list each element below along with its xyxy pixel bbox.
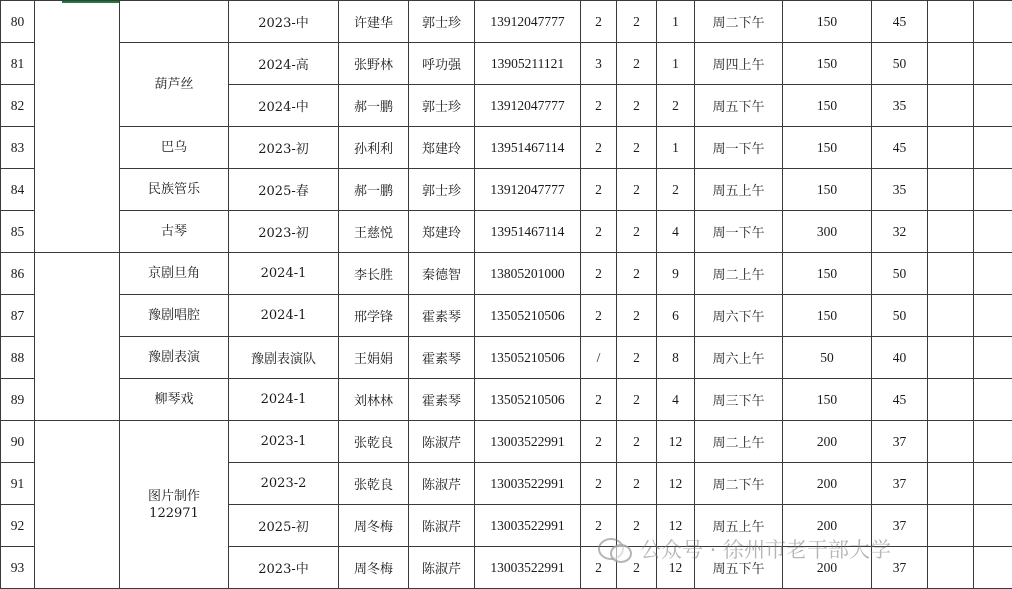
empty-cell[interactable] [974,1,1012,43]
department-cell[interactable] [35,253,120,421]
room-cell[interactable]: 12 [657,421,695,463]
empty-cell[interactable] [974,547,1012,589]
sessions-cell[interactable]: 2 [581,463,617,505]
class-cell[interactable]: 2025-春 [229,169,339,211]
wechat-icon [598,536,632,562]
teacher-cell[interactable]: 李长胜 [339,253,409,295]
fee-cell[interactable]: 150 [783,85,872,127]
teacher-cell[interactable]: 张乾良 [339,421,409,463]
contact-cell[interactable]: 霍素琴 [409,379,475,421]
time-cell[interactable]: 周一下午 [695,211,783,253]
empty-cell[interactable] [928,505,974,547]
class-cell[interactable]: 2024-高 [229,43,339,85]
contact-cell[interactable]: 呼功强 [409,43,475,85]
room-cell[interactable]: 1 [657,1,695,43]
fee-cell[interactable]: 150 [783,295,872,337]
row-number-cell[interactable]: 93 [1,547,35,589]
sessions-cell[interactable]: 2 [581,295,617,337]
contact-cell[interactable]: 秦德智 [409,253,475,295]
phone-cell[interactable]: 13003522991 [475,463,581,505]
row-number-cell[interactable]: 83 [1,127,35,169]
empty-cell[interactable] [928,421,974,463]
enrollment-cell[interactable]: 37 [872,547,928,589]
empty-cell[interactable] [928,1,974,43]
fee-cell[interactable]: 150 [783,43,872,85]
fee-cell[interactable]: 200 [783,547,872,589]
sessions-cell[interactable]: / [581,337,617,379]
empty-cell[interactable] [974,253,1012,295]
time-cell[interactable]: 周五上午 [695,505,783,547]
fee-cell[interactable]: 50 [783,337,872,379]
hours-cell[interactable]: 2 [617,295,657,337]
phone-cell[interactable]: 13912047777 [475,1,581,43]
empty-cell[interactable] [974,43,1012,85]
table-row [1,379,1012,421]
teacher-cell[interactable]: 周冬梅 [339,547,409,589]
class-cell[interactable]: 2025-初 [229,505,339,547]
room-cell[interactable]: 2 [657,169,695,211]
hours-cell[interactable]: 2 [617,253,657,295]
time-cell[interactable]: 周二下午 [695,1,783,43]
contact-cell[interactable]: 霍素琴 [409,337,475,379]
time-cell[interactable]: 周二下午 [695,463,783,505]
sessions-cell[interactable]: 2 [581,169,617,211]
row-number-cell[interactable]: 91 [1,463,35,505]
empty-cell[interactable] [928,211,974,253]
phone-cell[interactable]: 13912047777 [475,169,581,211]
hours-cell[interactable]: 2 [617,379,657,421]
empty-cell[interactable] [974,127,1012,169]
phone-cell[interactable]: 13505210506 [475,337,581,379]
room-cell[interactable]: 4 [657,379,695,421]
room-cell[interactable]: 1 [657,127,695,169]
hours-cell[interactable]: 2 [617,1,657,43]
enrollment-cell[interactable]: 45 [872,127,928,169]
class-cell[interactable]: 2024-1 [229,295,339,337]
enrollment-cell[interactable]: 37 [872,463,928,505]
table-row [1,337,1012,379]
table-row [1,295,1012,337]
hours-cell[interactable]: 2 [617,211,657,253]
row-number-cell[interactable]: 90 [1,421,35,463]
teacher-cell[interactable]: 郝一鹏 [339,85,409,127]
empty-cell[interactable] [974,169,1012,211]
hours-cell[interactable]: 2 [617,85,657,127]
empty-cell[interactable] [928,337,974,379]
course-cell[interactable]: 葫芦丝 [120,43,229,127]
enrollment-cell[interactable]: 45 [872,1,928,43]
empty-cell[interactable] [928,169,974,211]
enrollment-cell[interactable]: 37 [872,505,928,547]
sessions-cell[interactable]: 2 [581,547,617,589]
fee-cell[interactable]: 150 [783,379,872,421]
hours-cell[interactable]: 2 [617,547,657,589]
sessions-cell[interactable]: 2 [581,127,617,169]
hours-cell[interactable]: 2 [617,463,657,505]
empty-cell[interactable] [974,463,1012,505]
class-cell[interactable]: 2023-初 [229,127,339,169]
table-row [1,43,1012,85]
fee-cell[interactable]: 150 [783,169,872,211]
sessions-cell[interactable]: 2 [581,211,617,253]
course-cell[interactable]: 巴乌 [120,127,229,169]
contact-cell[interactable]: 陈淑芹 [409,547,475,589]
teacher-cell[interactable]: 张野林 [339,43,409,85]
hours-cell[interactable]: 2 [617,127,657,169]
row-number-cell[interactable]: 80 [1,1,35,43]
sessions-cell[interactable]: 2 [581,421,617,463]
phone-cell[interactable]: 13905211121 [475,43,581,85]
enrollment-cell[interactable]: 50 [872,253,928,295]
fee-cell[interactable]: 200 [783,505,872,547]
contact-cell[interactable]: 陈淑芹 [409,421,475,463]
course-cell[interactable]: 图片制作 122971 [120,421,229,589]
row-number-cell[interactable]: 82 [1,85,35,127]
room-cell[interactable]: 1 [657,43,695,85]
room-cell[interactable]: 6 [657,295,695,337]
hours-cell[interactable]: 2 [617,169,657,211]
room-cell[interactable]: 9 [657,253,695,295]
phone-cell[interactable]: 13912047777 [475,85,581,127]
fee-cell[interactable]: 200 [783,421,872,463]
class-cell[interactable]: 豫剧表演队 [229,337,339,379]
class-cell[interactable]: 2023-2 [229,463,339,505]
table-row [1,1,1012,43]
department-cell[interactable] [35,421,120,589]
course-cell[interactable]: 京剧旦角 [120,253,229,295]
class-cell[interactable]: 2024-中 [229,85,339,127]
empty-cell[interactable] [974,211,1012,253]
hours-cell[interactable]: 2 [617,43,657,85]
teacher-cell[interactable]: 孙利利 [339,127,409,169]
row-number-cell[interactable]: 86 [1,253,35,295]
room-cell[interactable]: 8 [657,337,695,379]
sessions-cell[interactable]: 3 [581,43,617,85]
table-row [1,169,1012,211]
contact-cell[interactable]: 陈淑芹 [409,463,475,505]
hours-cell[interactable]: 2 [617,421,657,463]
sessions-cell[interactable]: 2 [581,1,617,43]
course-cell[interactable]: 豫剧唱腔 [120,295,229,337]
hours-cell[interactable]: 2 [617,337,657,379]
phone-cell[interactable]: 13003522991 [475,505,581,547]
time-cell[interactable]: 周五上午 [695,169,783,211]
phone-cell[interactable]: 13505210506 [475,379,581,421]
room-cell[interactable]: 12 [657,463,695,505]
class-cell[interactable]: 2023-中 [229,1,339,43]
empty-cell[interactable] [974,379,1012,421]
table-row [1,421,1012,463]
teacher-cell[interactable]: 郝一鹏 [339,169,409,211]
row-number-cell[interactable]: 89 [1,379,35,421]
time-cell[interactable]: 周五下午 [695,85,783,127]
department-cell[interactable] [35,1,120,253]
time-cell[interactable]: 周五下午 [695,547,783,589]
empty-cell[interactable] [928,463,974,505]
empty-cell[interactable] [974,421,1012,463]
course-cell[interactable]: 古琴 [120,211,229,253]
empty-cell[interactable] [928,295,974,337]
enrollment-cell[interactable]: 32 [872,211,928,253]
table-body [1,1,1012,589]
sessions-cell[interactable]: 2 [581,505,617,547]
row-number-cell[interactable]: 84 [1,169,35,211]
contact-cell[interactable]: 郭士珍 [409,85,475,127]
empty-cell[interactable] [974,505,1012,547]
row-number-cell[interactable]: 92 [1,505,35,547]
course-cell[interactable]: 豫剧表演 [120,337,229,379]
empty-cell[interactable] [928,547,974,589]
table-row [1,211,1012,253]
teacher-cell[interactable]: 王娟娟 [339,337,409,379]
class-cell[interactable]: 2023-中 [229,547,339,589]
hours-cell[interactable]: 2 [617,505,657,547]
class-cell[interactable]: 2023-初 [229,211,339,253]
enrollment-cell[interactable]: 40 [872,337,928,379]
time-cell[interactable]: 周二上午 [695,421,783,463]
enrollment-cell[interactable]: 50 [872,295,928,337]
empty-cell[interactable] [928,85,974,127]
row-number-cell[interactable]: 88 [1,337,35,379]
fee-cell[interactable]: 150 [783,253,872,295]
row-number-cell[interactable]: 81 [1,43,35,85]
empty-cell[interactable] [928,127,974,169]
time-cell[interactable]: 周六下午 [695,295,783,337]
sessions-cell[interactable]: 2 [581,379,617,421]
time-cell[interactable]: 周六上午 [695,337,783,379]
enrollment-cell[interactable]: 50 [872,43,928,85]
table-row [1,127,1012,169]
watermark [598,533,891,565]
room-cell[interactable]: 12 [657,547,695,589]
contact-cell[interactable]: 郑建玲 [409,211,475,253]
contact-cell[interactable]: 霍素琴 [409,295,475,337]
watermark-text: 公众号 · 徐州市老干部大学 [640,538,892,562]
teacher-cell[interactable]: 刘林林 [339,379,409,421]
room-cell[interactable]: 4 [657,211,695,253]
time-cell[interactable]: 周三下午 [695,379,783,421]
phone-cell[interactable]: 13951467114 [475,127,581,169]
table-row [1,253,1012,295]
teacher-cell[interactable]: 张乾良 [339,463,409,505]
phone-cell[interactable]: 13505210506 [475,295,581,337]
class-cell[interactable]: 2023-1 [229,421,339,463]
teacher-cell[interactable]: 王慈悦 [339,211,409,253]
empty-cell[interactable] [928,379,974,421]
phone-cell[interactable]: 13805201000 [475,253,581,295]
row-number-cell[interactable]: 85 [1,211,35,253]
phone-cell[interactable]: 13951467114 [475,211,581,253]
contact-cell[interactable]: 郭士珍 [409,169,475,211]
contact-cell[interactable]: 郭士珍 [409,1,475,43]
fee-cell[interactable]: 300 [783,211,872,253]
empty-cell[interactable] [974,337,1012,379]
empty-cell[interactable] [928,253,974,295]
time-cell[interactable]: 周四上午 [695,43,783,85]
course-cell[interactable] [120,1,229,43]
time-cell[interactable]: 周一下午 [695,127,783,169]
teacher-cell[interactable]: 许建华 [339,1,409,43]
contact-cell[interactable]: 陈淑芹 [409,505,475,547]
empty-cell[interactable] [974,85,1012,127]
fee-cell[interactable]: 150 [783,1,872,43]
room-cell[interactable]: 12 [657,505,695,547]
enrollment-cell[interactable]: 35 [872,85,928,127]
teacher-cell[interactable]: 周冬梅 [339,505,409,547]
course-cell[interactable]: 民族管乐 [120,169,229,211]
time-cell[interactable]: 周二上午 [695,253,783,295]
class-cell[interactable]: 2024-1 [229,253,339,295]
contact-cell[interactable]: 郑建玲 [409,127,475,169]
room-cell[interactable]: 2 [657,85,695,127]
course-cell[interactable]: 柳琴戏 [120,379,229,421]
fee-cell[interactable]: 200 [783,463,872,505]
empty-cell[interactable] [928,43,974,85]
phone-cell[interactable]: 13003522991 [475,421,581,463]
enrollment-cell[interactable]: 35 [872,169,928,211]
empty-cell[interactable] [974,295,1012,337]
enrollment-cell[interactable]: 45 [872,379,928,421]
row-number-cell[interactable]: 87 [1,295,35,337]
teacher-cell[interactable]: 邢学锋 [339,295,409,337]
sessions-cell[interactable]: 2 [581,253,617,295]
enrollment-cell[interactable]: 37 [872,421,928,463]
phone-cell[interactable]: 13003522991 [475,547,581,589]
class-cell[interactable]: 2024-1 [229,379,339,421]
fee-cell[interactable]: 150 [783,127,872,169]
sessions-cell[interactable]: 2 [581,85,617,127]
